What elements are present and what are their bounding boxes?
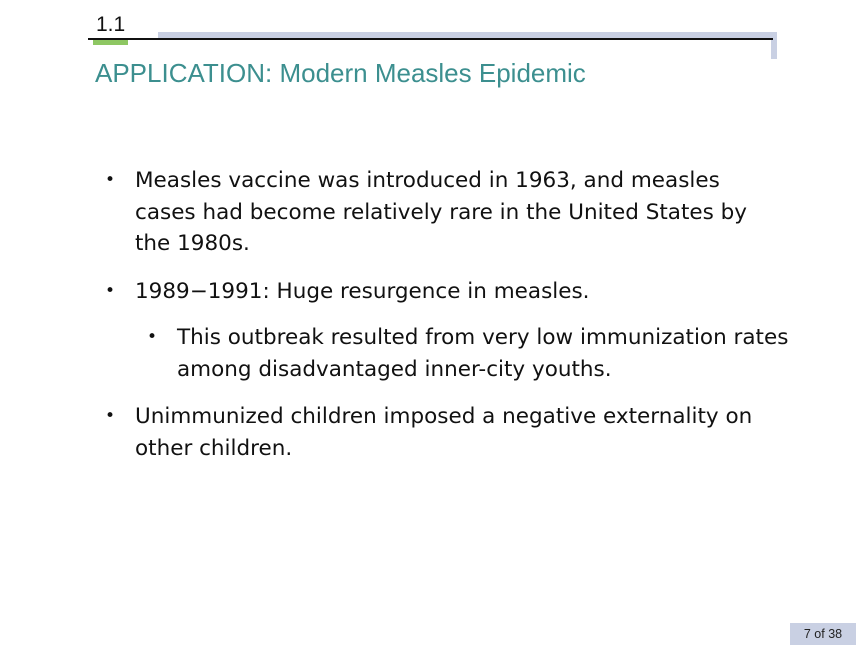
bullet-item — [105, 401, 785, 464]
bullet-dot-icon: • — [105, 281, 116, 301]
bullet-item — [105, 276, 785, 308]
section-number-underline — [93, 40, 128, 45]
page-counter: 7 of 38 — [790, 623, 856, 645]
bullet-dot-icon: • — [147, 327, 158, 347]
bullet-text: 1989−1991: Huge resurgence in measles. — [135, 279, 590, 304]
bullet-dot-icon: • — [105, 406, 116, 426]
bullet-dot-icon: • — [105, 170, 116, 190]
header-rule-shadow-end — [771, 32, 777, 59]
section-number: 1.1 — [96, 13, 126, 36]
bullet-text: Measles vaccine was introduced in 1963, and measles cases had become relatively rare in the United States by the 1980s. — [135, 168, 748, 256]
slide-title: APPLICATION: Modern Measles Epidemic — [95, 58, 586, 88]
bullet-item — [105, 165, 785, 260]
header-rule — [88, 38, 773, 40]
bullet-text: Unimmunized children imposed a negative externality on other children. — [135, 404, 753, 461]
bullet-text: This outbreak resulted from very low immunization rates among disadvantaged inner-city youths. — [177, 325, 789, 382]
sub-bullet-item — [147, 322, 797, 385]
